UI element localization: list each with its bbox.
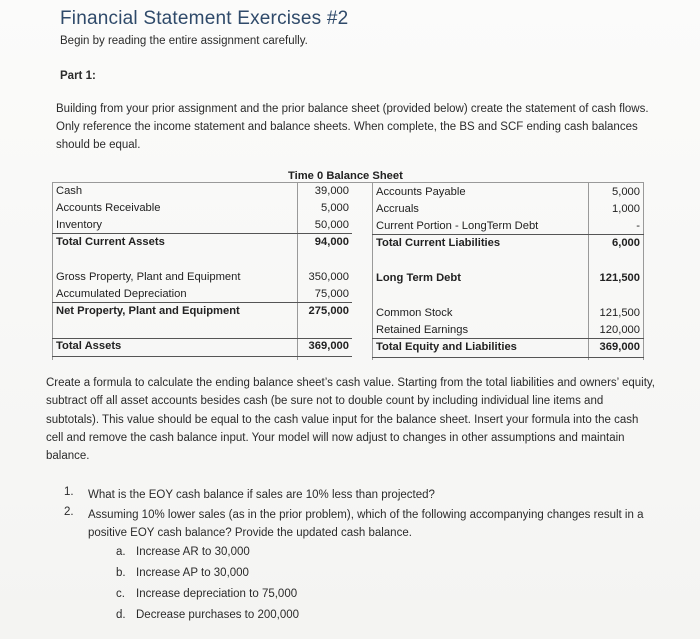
- accruals-label: Accruals: [376, 203, 419, 215]
- accruals-value: 1,000: [612, 203, 640, 215]
- ad-label: Accumulated Depreciation: [56, 288, 187, 300]
- ar-value: 5,000: [321, 202, 349, 214]
- common-stock-label: Common Stock: [376, 307, 453, 319]
- inventory-label: Inventory: [56, 219, 103, 231]
- tcl-value: 6,000: [612, 237, 640, 249]
- nppe-value: 275,000: [308, 305, 349, 317]
- part-intro: Building from your prior assignment and the prior balance sheet (provided below) create the statement of cash flows. Only reference the income statement and balance sheets. When complete, the BS and SCF ending cash balances should be equal.: [56, 103, 649, 151]
- question-number: 1.: [64, 486, 74, 498]
- cpltd-label: Current Portion - LongTerm Debt: [376, 220, 539, 232]
- question-number: 2.: [64, 506, 74, 518]
- tcl-label: Total Current Liabilities: [376, 237, 501, 249]
- total-rule: [52, 338, 352, 339]
- option-text: Increase depreciation to 75,000: [136, 588, 298, 600]
- question-text: Assuming 10% lower sales (as in the prior problem), which of the following accompanying changes result in a positive EOY cash balance? Provide the updated cash balance.: [88, 509, 644, 539]
- option-text: Decrease purchases to 200,000: [136, 609, 300, 621]
- inventory-value: 50,000: [314, 219, 349, 231]
- grid-line: [52, 182, 644, 183]
- option-text: Increase AP to 30,000: [136, 567, 249, 579]
- ap-value: 5,000: [612, 186, 640, 198]
- option-letter: a.: [116, 546, 126, 558]
- tel-label: Total Equity and Liabilities: [376, 341, 517, 353]
- subtotal-rule: [52, 233, 352, 234]
- option-text: Increase AR to 30,000: [136, 546, 250, 558]
- option-letter: c.: [116, 588, 125, 600]
- balance-sheet-table: [52, 168, 644, 360]
- grid-line: [643, 182, 644, 360]
- grid-line: [372, 182, 373, 360]
- cpltd-value: -: [636, 220, 640, 232]
- subtotal-rule: [52, 302, 352, 303]
- option-letter: b.: [116, 567, 126, 579]
- cash-label: Cash: [56, 185, 83, 197]
- page-subtitle: Begin by reading the entire assignment carefully.: [60, 35, 308, 47]
- ta-value: 369,000: [308, 340, 349, 352]
- total-rule: [52, 356, 352, 357]
- formula-instructions: Create a formula to calculate the ending balance sheet’s cash value. Starting from the total liabilities and owners’ equity, subtract off all asset accounts besides cash (be sure not to double count by including individual line items and subtotals). This value should be equal to the cash value input for the balance sheet. Insert your formula into the cash cell and remove the cash balance input. Your model will now adjust to changes in other assumptions and maintain balance.: [46, 377, 655, 463]
- retained-earnings-label: Retained Earnings: [376, 324, 469, 336]
- ta-label: Total Assets: [56, 340, 122, 352]
- tca-value: 94,000: [314, 236, 349, 248]
- subtotal-rule: [372, 234, 644, 235]
- cash-value: 39,000: [314, 185, 349, 197]
- ltd-value: 121,500: [599, 272, 640, 284]
- gppe-value: 350,000: [308, 271, 349, 283]
- ar-label: Accounts Receivable: [56, 202, 161, 214]
- ap-label: Accounts Payable: [376, 186, 466, 198]
- nppe-label: Net Property, Plant and Equipment: [56, 305, 240, 317]
- ltd-label: Long Term Debt: [376, 272, 461, 284]
- retained-earnings-value: 120,000: [599, 324, 640, 336]
- ad-value: 75,000: [314, 288, 349, 300]
- gppe-label: Gross Property, Plant and Equipment: [56, 271, 241, 283]
- total-rule: [372, 338, 644, 339]
- total-rule: [372, 357, 644, 358]
- tel-value: 369,000: [599, 341, 640, 353]
- page-title: Financial Statement Exercises #2: [60, 8, 349, 29]
- tca-label: Total Current Assets: [56, 236, 165, 248]
- grid-line: [52, 182, 53, 360]
- option-letter: d.: [116, 609, 126, 621]
- question-text: What is the EOY cash balance if sales are 10% less than projected?: [88, 489, 435, 501]
- balance-sheet-heading: Time 0 Balance Sheet: [288, 170, 403, 182]
- part-label: Part 1:: [60, 70, 96, 82]
- common-stock-value: 121,500: [599, 307, 640, 319]
